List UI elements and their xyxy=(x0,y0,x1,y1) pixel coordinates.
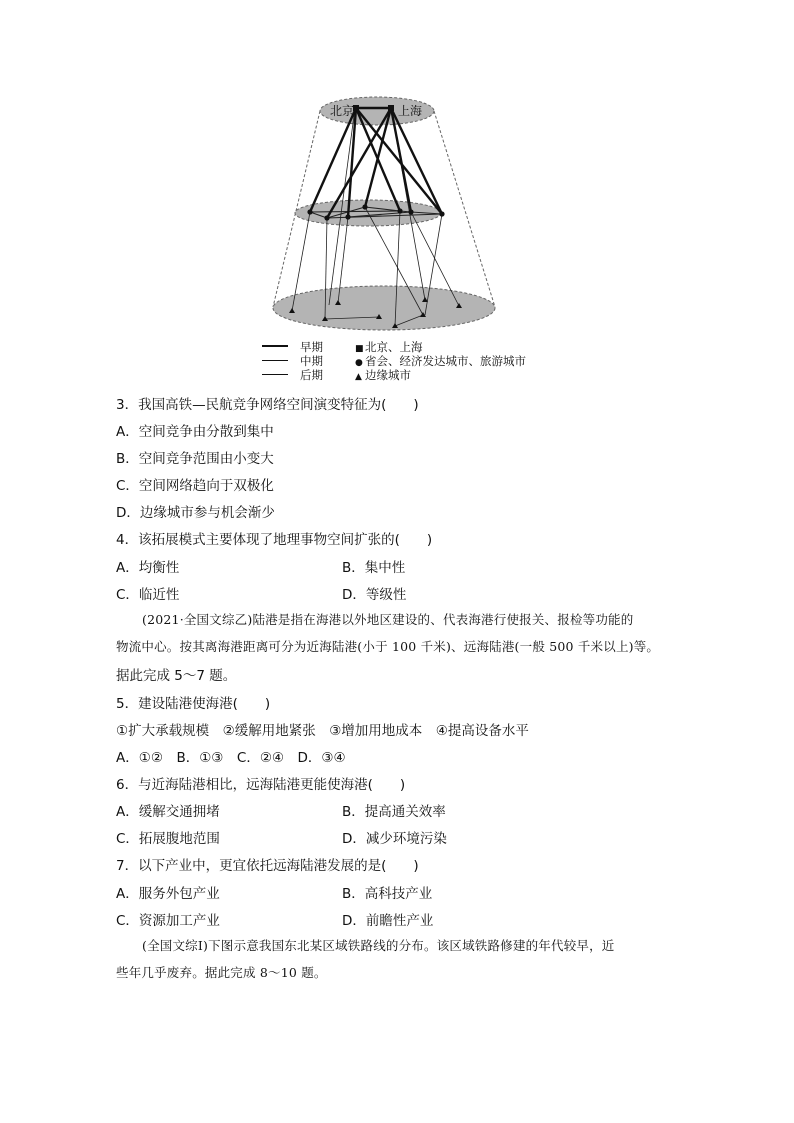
q5-stem: 5．建设陆港使海港( ) xyxy=(116,696,271,712)
q7-option-a: A．服务外包产业 xyxy=(116,886,220,902)
q5-options: A．①② B．①③ C．②④ D．③④ xyxy=(116,750,346,766)
triangle-marker-icon: ▲ xyxy=(355,372,362,382)
q4-stem: 4．该拓展模式主要体现了地理事物空间扩张的( ) xyxy=(116,532,433,548)
q6-option-d: D．减少环境污染 xyxy=(342,831,447,847)
q7-option-d: D．前瞻性产业 xyxy=(342,913,434,929)
square-marker-icon: ■ xyxy=(355,344,364,354)
intro-8-10-line2: 些年几乎废弃。据此完成 8～10 题。 xyxy=(116,965,327,980)
circle-marker-icon: ● xyxy=(355,358,363,368)
q3-stem: 3．我国高铁—民航竞争网络空间演变特征为( ) xyxy=(116,397,419,413)
q4-option-b: B．集中性 xyxy=(342,560,406,576)
intro-8-10-line1: (全国文综Ⅰ)下图示意我国东北某区域铁路线的分布。该区域铁路修建的年代较早，近 xyxy=(142,938,615,953)
q4-option-d: D．等级性 xyxy=(342,587,407,603)
q3-option-a: A．空间竞争由分散到集中 xyxy=(116,424,274,440)
legend-late-label: 后期 xyxy=(300,368,323,382)
legend-circle-label: 省会、经济发达城市、旅游城市 xyxy=(365,354,526,368)
q6-option-c: C．拓展腹地范围 xyxy=(116,831,220,847)
beijing-label: 北京 xyxy=(330,104,355,118)
intro-5-7-line3: 据此完成 5～7 题。 xyxy=(116,668,237,684)
q5-statements: ①扩大承载规模 ②缓解用地紧张 ③增加用地成本 ④提高设备水平 xyxy=(116,723,529,739)
legend-triangle-label: 边缘城市 xyxy=(365,368,411,382)
intro-5-7-line2: 物流中心。按其离海港距离可分为近海陆港(小于 100 千米)、远海陆港(一般 500 千米以上)等。 xyxy=(116,639,660,654)
q3-option-d: D．边缘城市参与机会渐少 xyxy=(116,505,275,521)
q3-option-c: C．空间网络趋向于双极化 xyxy=(116,478,274,494)
intro-5-7-line1: (2021·全国文综乙)陆港是指在海港以外地区建设的、代表海港行使报关、报检等功能的 xyxy=(142,612,634,627)
legend-triangle-item xyxy=(355,368,411,384)
q6-option-a: A．缓解交通拥堵 xyxy=(116,804,220,820)
q7-option-c: C．资源加工产业 xyxy=(116,913,220,929)
q6-option-b: B．提高通关效率 xyxy=(342,804,446,820)
q6-stem: 6．与近海陆港相比，远海陆港更能使海港( ) xyxy=(116,777,406,793)
legend-middle-label: 中期 xyxy=(300,354,323,368)
q3-option-b: B．空间竞争范围由小变大 xyxy=(116,451,274,467)
legend-square-label: 北京、上海 xyxy=(365,340,423,354)
q7-stem: 7．以下产业中，更宜依托远海陆港发展的是( ) xyxy=(116,858,419,874)
late-line-swatch xyxy=(262,374,288,375)
shanghai-label: 上海 xyxy=(398,104,423,118)
legend-early-label: 早期 xyxy=(300,340,323,354)
q4-option-c: C．临近性 xyxy=(116,587,180,603)
early-line-swatch xyxy=(262,345,288,347)
q4-option-a: A．均衡性 xyxy=(116,560,180,576)
middle-line-swatch xyxy=(262,360,288,361)
q7-option-b: B．高科技产业 xyxy=(342,886,433,902)
